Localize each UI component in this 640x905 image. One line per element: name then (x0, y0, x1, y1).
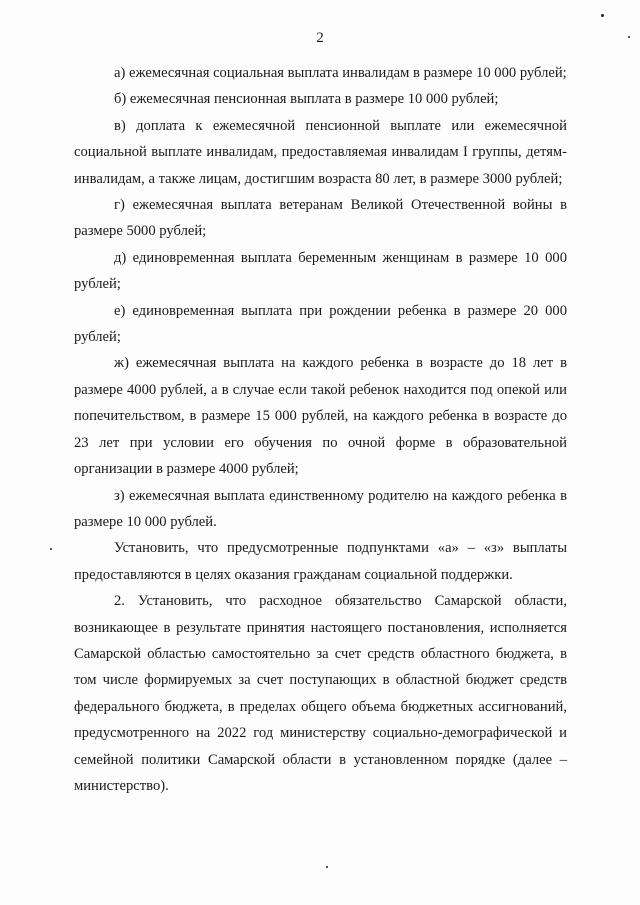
paragraph-item-e: е) единовременная выплата при рождении ребенка в размере 20 000 рублей; (74, 302, 567, 346)
scan-speck (601, 14, 604, 17)
paragraph-item-v: в) доплата к ежемесячной пенсионной выплате или ежемесячной социальной выплате инвалидам, предоставляемая инвалидам I группы, детям-инвалидам, а также лицам, достигшим возраста 80 лет, в размере 3000 рублей; (74, 117, 567, 187)
paragraph-purpose: Установить, что предусмотренные подпунктами «а» – «з» выплаты предоставляются в целях оказания гражданам социальной поддержки. (74, 540, 567, 583)
scan-speck (50, 548, 52, 550)
paragraph-item-g: г) ежемесячная выплата ветеранам Великой Отечественной войны в размере 5000 рублей; (74, 197, 567, 240)
paragraph-item-zh: ж) ежемесячная выплата на каждого ребенка в возрасте до 18 лет в размере 4000 рублей, а в случае если такой ребенок находится под опекой или попечительством, в размере 15 000 рублей, на каждого ребенка в возрасте до 23 лет при условии его обучения по очной форме в образовательной организации в размере 4000 рублей; (74, 355, 567, 478)
document-body (74, 60, 567, 799)
scan-speck (326, 866, 328, 868)
paragraph-section-2: 2. Установить, что расходное обязательство Самарской области, возникающее в результате принятия настоящего постановления, исполняется Самарской областью самостоятельно за счет средств областного бюджета, в том числе формируемых за счет поступающих в областной бюджет средств федерального бюджета, в пределах общего объема бюджетных ассигнований, предусмотренного на 2022 год министерству социально-демографической и семейной политики Самарской области в установленном порядке (далее – министерство). (74, 593, 567, 794)
paragraph-item-d: д) единовременная выплата беременным женщинам в размере 10 000 рублей; (74, 249, 567, 293)
paragraph-item-z: з) ежемесячная выплата единственному родителю на каждого ребенка в размере 10 000 рублей. (74, 487, 567, 530)
paragraph-item-a: а) ежемесячная социальная выплата инвалидам в размере 10 000 рублей; (114, 65, 567, 81)
paragraph-item-b: б) ежемесячная пенсионная выплата в размере 10 000 рублей; (114, 91, 499, 108)
page-number: 2 (316, 30, 324, 46)
scan-speck (628, 36, 630, 38)
